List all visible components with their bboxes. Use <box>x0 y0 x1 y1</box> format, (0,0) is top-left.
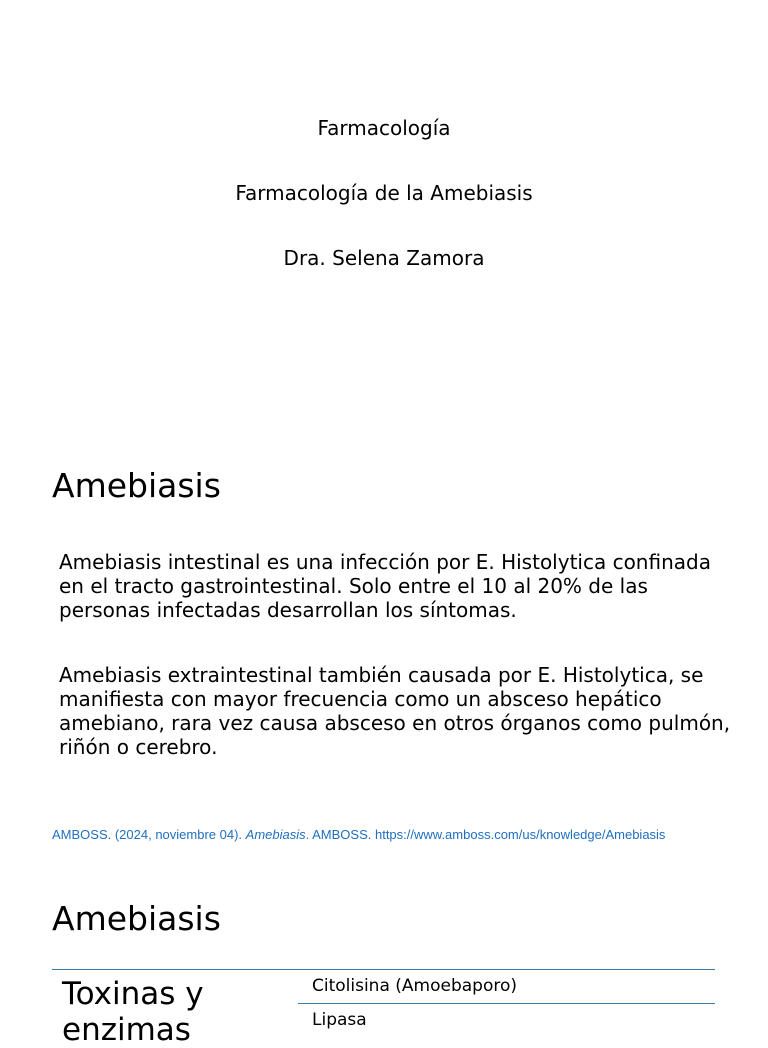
paragraph-extraintestinal: Amebiasis extraintestinal también causada por E. Histolytica, se manifiesta con mayor frecuencia como un absceso hepático amebiano, rara vez causa absceso en otros órganos como pulmón, riñón o cerebro. <box>59 663 731 759</box>
table-row-header: Toxinas y enzimas <box>62 976 204 1048</box>
paragraph-intestinal: Amebiasis intestinal es una infección por E. Histolytica confinada en el tracto gastrointestinal. Solo entre el 10 al 20% de las personas infectadas desarrollan los síntomas. <box>59 550 711 622</box>
table-cell: Lipasa <box>312 1010 367 1030</box>
citation[interactable] <box>52 827 752 842</box>
citation-suffix: . AMBOSS. https://www.amboss.com/us/knowledge/Amebiasis <box>305 827 666 842</box>
course-title: Farmacología <box>317 116 451 140</box>
table-top-rule <box>52 969 715 970</box>
citation-prefix: AMBOSS. (2024, noviembre 04). <box>52 827 246 842</box>
table-cell: Citolisina (Amoebaporo) <box>312 976 518 996</box>
section-heading-2: Amebiasis <box>52 899 221 938</box>
author-name: Dra. Selena Zamora <box>283 246 485 270</box>
table-row-rule <box>298 1003 715 1004</box>
section-heading: Amebiasis <box>52 466 221 505</box>
topic-title: Farmacología de la Amebiasis <box>235 181 533 205</box>
citation-title: Amebiasis <box>245 827 306 842</box>
